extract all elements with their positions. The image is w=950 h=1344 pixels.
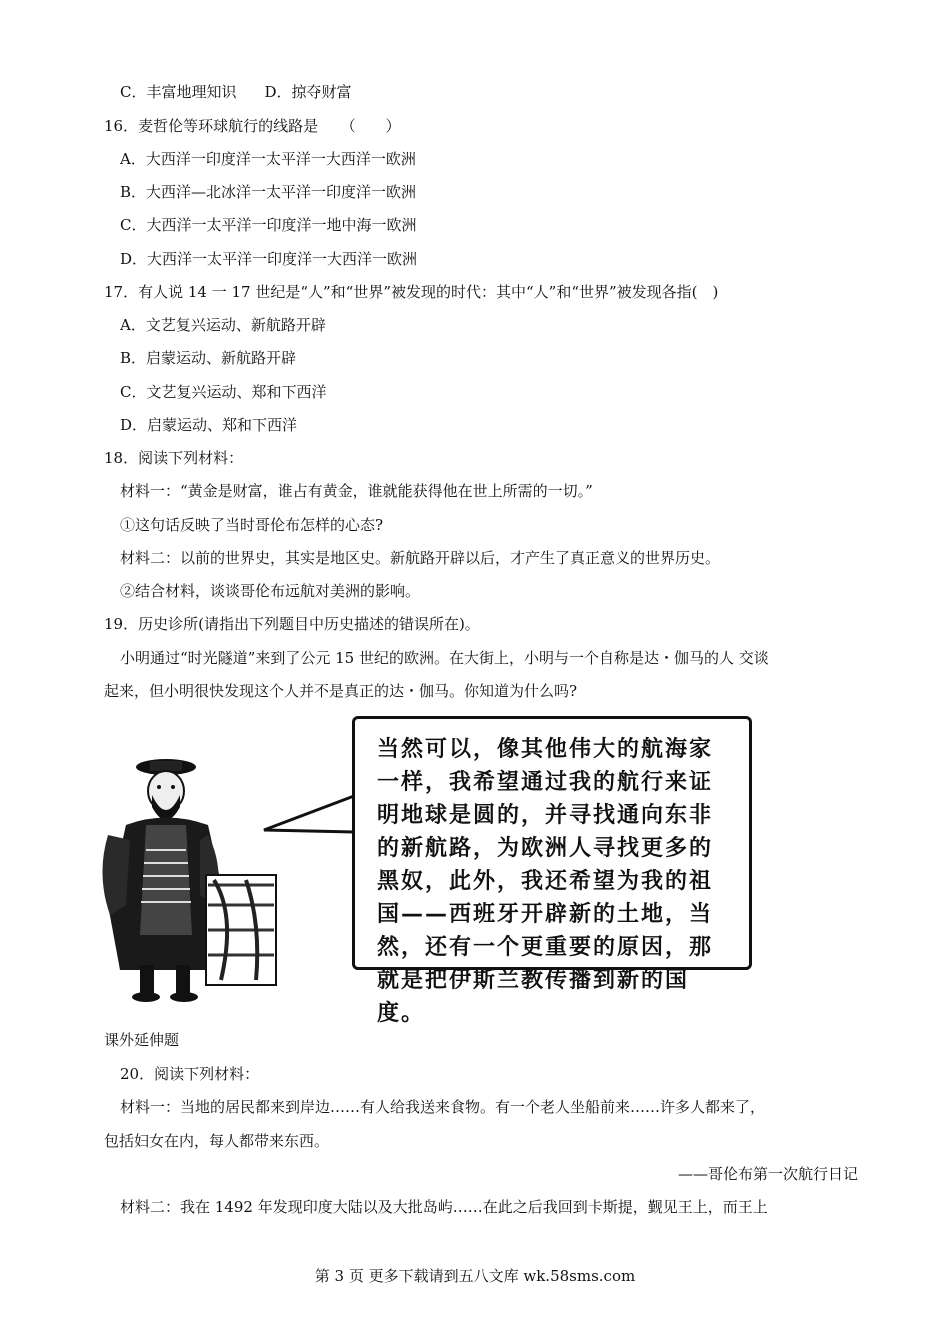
q17-option-d: D．启蒙运动、郑和下西洋 [120, 416, 298, 434]
q16-option-a: A．大西洋一印度洋一太平洋一大西洋一欧洲 [120, 150, 416, 168]
q15-option-d: D．掠夺财富 [264, 83, 352, 101]
q18-subquestion-2: ②结合材料，谈谈哥伦布远航对美洲的影响。 [120, 582, 421, 600]
section-heading: 课外延伸题 [104, 1031, 180, 1049]
question-16: 16．麦哲伦等环球航行的线路是 （ ） [104, 117, 401, 135]
q20-source-note: ——哥伦布第一次航行日记 [677, 1165, 858, 1183]
q16-option-c: C．大西洋一太平洋一印度洋一地中海一欧洲 [120, 216, 417, 234]
q17-option-c: C．文艺复兴运动、郑和下西洋 [120, 383, 327, 401]
q18-subquestion-1: ①这句话反映了当时哥伦布怎样的心态? [120, 516, 384, 534]
speech-bubble-tail-icon [262, 790, 358, 850]
q18-material-1: 材料一：“黄金是财富，谁占有黄金，谁就能获得他在世上所需的一切。” [120, 482, 593, 500]
q15-options-line [120, 82, 352, 102]
q17-option-b: B．启蒙运动、新航路开辟 [120, 349, 297, 367]
q16-option-b: B．大西洋—北冰洋一太平洋一印度洋一欧洲 [120, 183, 417, 201]
question-20: 20．阅读下列材料： [120, 1065, 260, 1083]
explorer-figure-icon [96, 755, 286, 1005]
q19-paragraph-line-1: 小明通过“时光隧道”来到了公元 15 世纪的欧洲。在大街上，小明与一个自称是达・伽马的人 交谈 [120, 649, 769, 667]
q18-material-2: 材料二：以前的世界史，其实是地区史。新航路开辟以后，才产生了真正意义的世界历史。 [120, 549, 721, 567]
q20-material-1-line-2: 包括妇女在内，每人都带来东西。 [104, 1132, 330, 1150]
q15-option-c: C．丰富地理知识 [120, 83, 237, 101]
q20-material-2: 材料二：我在 1492 年发现印度大陆以及大批岛屿……在此之后我回到卡斯提，觐见王上，而王上 [120, 1198, 768, 1216]
question-19: 19．历史诊所(请指出下列题目中历史描述的错误所在)。 [104, 615, 480, 633]
page-footer: 第 3 页 更多下载请到五八文库 wk.58sms.com [314, 1267, 636, 1285]
q20-material-1-line-1: 材料一：当地的居民都来到岸边……有人给我送来食物。有一个老人坐船前来……许多人都来了， [120, 1098, 766, 1116]
q16-option-d: D．大西洋一太平洋一印度洋一大西洋一欧洲 [120, 250, 418, 268]
q17-option-a: A．文艺复兴运动、新航路开辟 [120, 316, 326, 334]
question-18: 18．阅读下列材料： [104, 449, 244, 467]
speech-bubble [352, 716, 752, 1026]
question-17: 17．有人说 14 一 17 世纪是“人”和“世界”被发现的时代：其中“人”和“世界”被发现各指( ) [104, 283, 719, 301]
q19-paragraph-line-2: 起来，但小明很快发现这个人并不是真正的达・伽马。你知道为什么吗? [104, 682, 578, 700]
speech-bubble-text: 当然可以，像其他伟大的航海家一样，我希望通过我的航行来证明地球是圆的，并寻找通向东非的新航路，为欧洲人寻找更多的黑奴，此外，我还希望为我的祖国——西班牙开辟新的土地，当然，还有一个更重要的原因，那就是把伊斯兰教传播到新的国度。 [377, 737, 714, 1026]
